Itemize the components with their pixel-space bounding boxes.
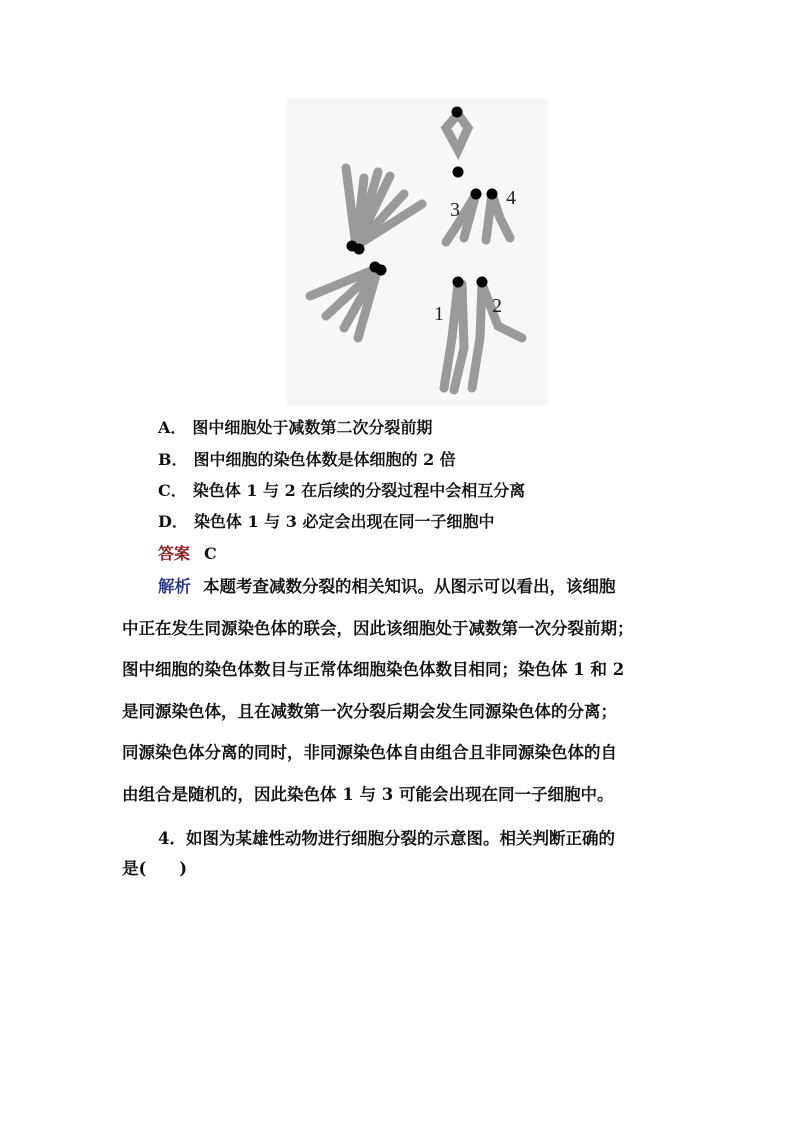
analysis-line: 中正在发生同源染色体的联会，因此该细胞处于减数第一次分裂前期； [122,618,634,638]
option-c [158,481,525,501]
answer-tag: 答案 [158,544,191,563]
option-d [158,512,494,532]
option-a [158,418,432,438]
question-4 [122,824,678,884]
label-3: 3 [450,199,460,221]
option-text: 染色体 1 与 3 必定会出现在同一子细胞中 [193,512,495,531]
chromosomes [310,114,522,390]
option-letter: B． [158,450,188,469]
question-line: 4．如图为某雄性动物进行细胞分裂的示意图。相关判断正确的 [158,829,615,848]
label-1: 1 [434,303,444,325]
analysis-line: 是同源染色体，且在减数第一次分裂后期会发生同源染色体的分离； [122,701,617,721]
chromosome-diagram [286,98,548,406]
option-letter: D． [158,512,188,531]
option-text: 图中细胞处于减数第二次分裂前期 [192,418,433,437]
label-4: 4 [506,187,516,209]
analysis [122,572,678,821]
analysis-line: 解析 本题考查减数分裂的相关知识。从图示可以看出，该细胞 [158,577,616,596]
chromosome-figure [286,98,548,406]
analysis-line: 同源染色体分离的同时，非同源染色体自由组合且非同源染色体的自 [122,743,617,762]
option-b [158,450,456,470]
analysis-line: 图中细胞的染色体数目与正常体细胞染色体数目相同；染色体 1 和 2 [122,660,625,679]
label-2: 2 [492,295,502,317]
answer [158,544,217,564]
option-letter: C． [158,481,187,500]
answer-value: C [204,544,217,563]
option-text: 染色体 1 与 2 在后续的分裂过程中会相互分离 [192,481,526,500]
option-text: 图中细胞的染色体数是体细胞的 2 倍 [193,450,456,469]
analysis-line: 由组合是随机的，因此染色体 1 与 3 可能会出现在同一子细胞中。 [122,784,614,804]
question-line: 是( ) [122,859,188,878]
analysis-tag: 解析 [158,577,191,596]
option-letter: A． [158,418,187,437]
